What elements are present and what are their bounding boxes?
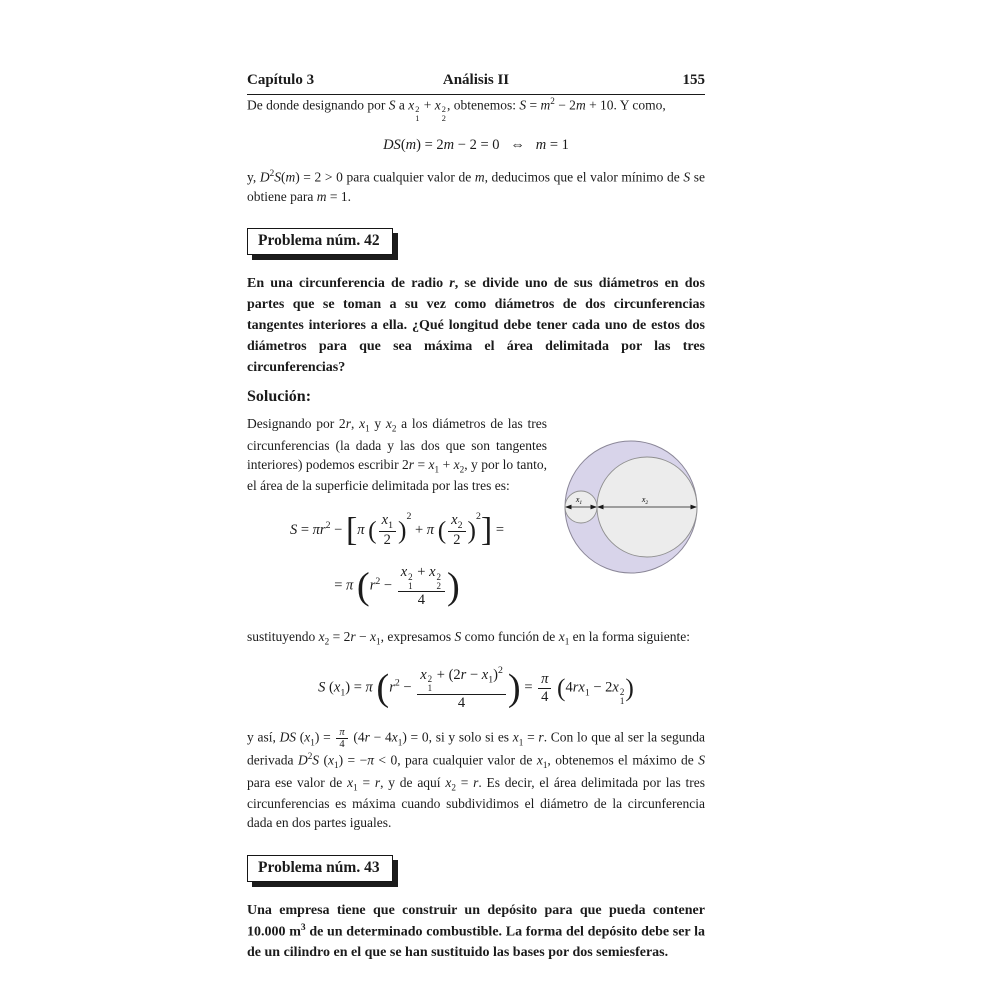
page-number: 155 <box>682 72 706 88</box>
equation-s-x1: S $(x_1) = \pi$ ($r^2$ − x 2 1 + $(2r - x_1)^2$ 4 ) = $\frac{\pi}{4}$ ($4rx_1 - 2x$ 2 1 ) <box>318 664 634 711</box>
page-content <box>247 72 705 963</box>
problem-43-title: Problema núm. 43 <box>258 858 380 876</box>
solution-paragraph-3: y así, DS $(x_1)$ = $\frac{\pi}{4}$ $(4r - 4x_1) = 0$, si y solo si es $x_1 = r$. Con lo que al ser la segunda derivada $D^2S$ $(x_1) = -\pi < 0$, para cualquier valor de $x_1$, obtenemos el máximo de S para ese valor de $x_1 = r$, y de aquí $x_2 = r$. Es decir, el área delimitada por las tres circunferencias es máxima cuando subdividimos el diámetro de la circunferencia dada en dos partes iguales. <box>247 727 706 831</box>
problem-43-statement: Una empresa tiene que construir un depósito para que pueda contener 10.000 $m^3$ de un determinado combustible. La forma del depósito debe ser la de un cilindro en el que se han sustituido las bases por dos semiesferas. <box>247 902 705 961</box>
equation-area-2: = π ($r^2$ − x 2 1 + x 2 2 4 ) <box>334 564 460 609</box>
page-header <box>247 72 705 95</box>
equation-area-1: $S = \pi r^2 - [\pi$ ( $\frac{x_1}{2}$ )$^2$ + π ( $\frac{x_2}{2}$ )$^2$] = <box>289 510 505 548</box>
section-title: Análisis II <box>442 72 510 88</box>
solution-paragraph-1: Designando por 2r, $x_1$ y $x_2$ a los diámetros de las tres circunferencias (la dada y las dos que son tangentes interiores) podemos escribir $2r = x_1 + x_2$, y por lo tanto, el área de la superficie delimitada por las tres es: <box>247 415 548 494</box>
solution-row <box>247 414 705 615</box>
problem-42-box <box>247 228 393 255</box>
x1-diameter-label: $x_1$ <box>575 494 583 506</box>
solution-text-column <box>247 414 547 615</box>
solution-heading: Solución: <box>247 387 312 405</box>
problem-42-title: Problema núm. 42 <box>258 231 380 249</box>
solution-paragraph-2: sustituyendo $x_2 = 2r - x_1$, expresamos S como función de $x_1$ en la forma siguiente: <box>247 629 690 647</box>
chapter-label: Capítulo 3 <box>247 72 315 88</box>
x2-diameter-label: $x_2$ <box>641 494 649 506</box>
intro-paragraph-2: y, $D^2S(m) = 2 > 0$ para cualquier valor de m, deducimos que el valor mínimo de S se obtiene para m = 1. <box>247 167 705 204</box>
problem-43-box <box>247 855 393 882</box>
problem-42-statement: En una circunferencia de radio r, se divide uno de sus diámetros en dos partes que se toman a su vez como diámetros de dos circunferencias tangentes interiores a ella. ¿Qué longitud debe tener cada uno de estos dos diámetros para que sea máxima el área delimitada por las tres circunferencias? <box>247 275 705 375</box>
equation-ds-m: DS(m) = 2m − 2 = 0 ⇔ m = 1 <box>383 136 569 153</box>
circles-figure <box>559 428 705 592</box>
intro-paragraph-1: De donde designando por S a x 2 1 + x 2 2 , obtenemos: $S = m^2 - 2m + 10$. Y como, <box>247 96 666 124</box>
